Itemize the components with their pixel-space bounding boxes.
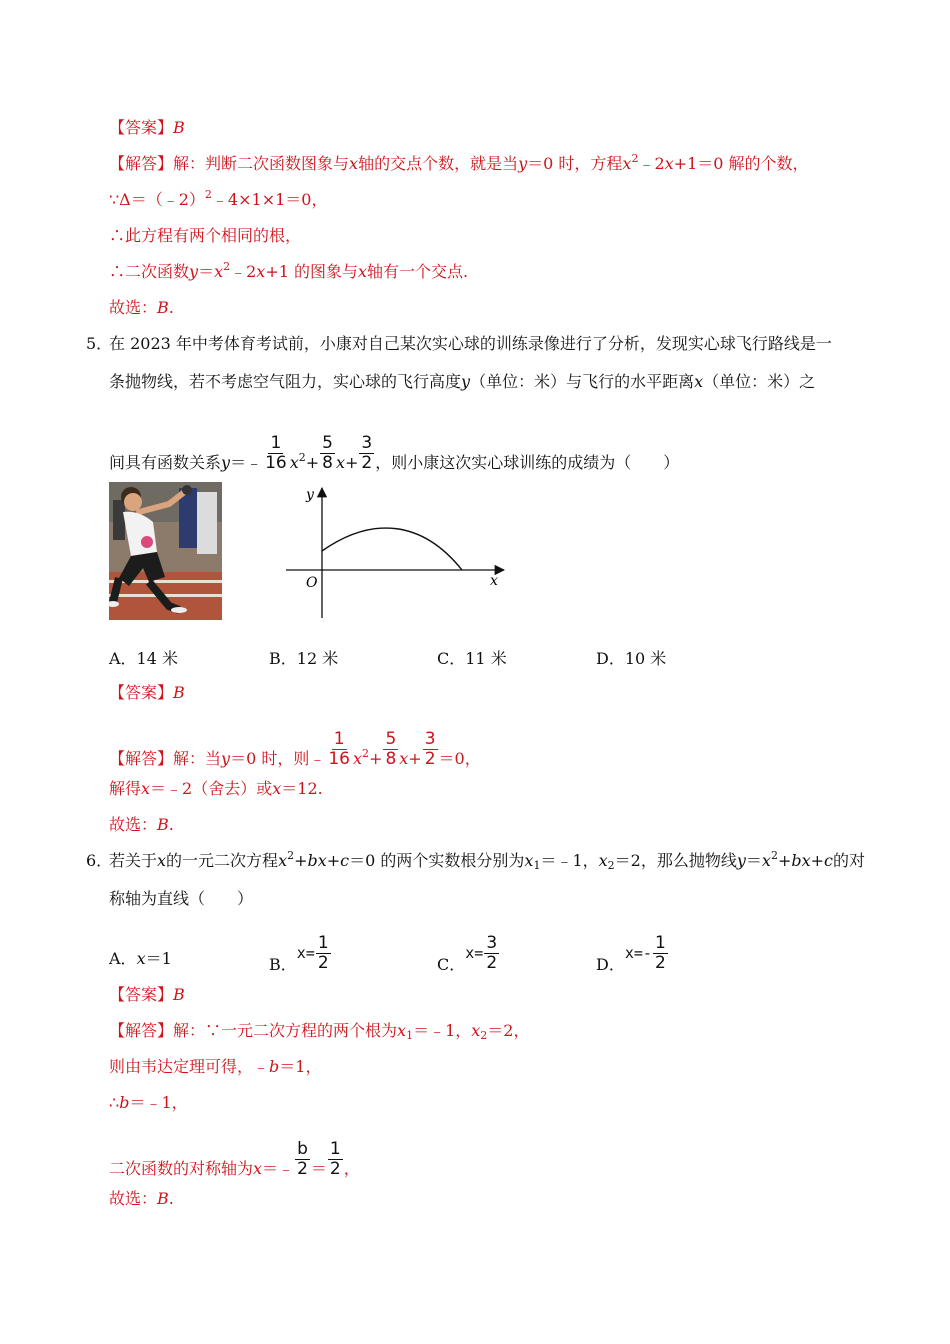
q6-option-c: C．x= $\frac{3}{2}$ [437, 933, 498, 974]
student-throwing-photo [109, 482, 222, 620]
question-6-line-1: 若关于x的一元二次方程$x^2+bx+c=0$ 的两个实数根分别为$x_1=﹣1$，$x_2=2$，那么抛物线$y=x^2+bx+c$的对 [109, 849, 866, 872]
graph-y-label: y [306, 487, 314, 503]
explanation-line-2-q5: 解得x＝﹣2（舍去）或x＝12. [109, 779, 323, 798]
answer-line-q4 [109, 117, 185, 139]
parabola-curve [322, 528, 462, 570]
fraction-3-2: $\frac{3}{2}$ [486, 933, 498, 973]
q6-option-a: A．x＝1 [109, 949, 172, 968]
q6-option-d: D．x=- $\frac{1}{2}$ [596, 933, 666, 974]
explanation-line-2-q6: 则由韦达定理可得，﹣b＝1， [109, 1057, 322, 1076]
fraction-5-8: $\frac{5}{8}$ [322, 433, 333, 473]
question-number-6: 6． [86, 851, 113, 870]
parabola-graph [282, 484, 508, 620]
question-number-5: 5． [86, 334, 113, 353]
fraction-3-2: $\frac{3}{2}$ [424, 729, 436, 769]
choose-line-q4: 故选：B. [109, 298, 174, 317]
explanation-line-3-q4: ∴此方程有两个相同的根， [109, 226, 302, 245]
answer-line-q5: 【答案】B [109, 683, 185, 702]
fraction-5-8: $\frac{5}{8}$ [385, 729, 397, 769]
choose-line-q5: 故选：B. [109, 815, 174, 834]
question-5-line-1: 在 2023 年中考体育考试前，小康对自己某次实心球的训练录像进行了分析，发现实心球飞行路线是一 [109, 334, 832, 353]
fraction-neg-1-2: $\frac{1}{2}$ [654, 933, 666, 973]
fraction-1-16: $\frac{1}{16}$ [328, 729, 350, 769]
explanation-line-1-q6: 【解答】解：∵一元二次方程的两个根为$x_1=﹣1$，$x_2=2$， [109, 1021, 530, 1042]
fraction-b-2: $\frac{b}{2}$ [297, 1139, 308, 1179]
q5-option-b: B．12 米 [269, 649, 339, 668]
question-5-line-3: 间具有函数关系y＝﹣ $\frac{1}{16}$ $x^2+$ $\frac{5}{8}$ x+ $\frac{3}{2}$ ，则小康这次实心球训练的成绩为（ ） [109, 433, 680, 473]
q5-option-d: D．10 米 [596, 649, 667, 668]
fraction-1-2: $\frac{1}{2}$ [317, 933, 329, 973]
q5-option-a: A．14 米 [109, 649, 179, 668]
q5-option-c: C．11 米 [437, 649, 507, 668]
fraction-1-16: $\frac{1}{16}$ [265, 433, 287, 473]
graph-x-label: x [490, 573, 498, 589]
answer-line-q6: 【答案】B [109, 985, 185, 1004]
explanation-line-1-q4: 【解答】解：判断二次函数图象与x轴的交点个数，就是当y＝0 时，方程$x^2﹣2x+1=0$ 解的个数， [109, 152, 809, 173]
graph-origin-label: O [306, 575, 318, 591]
fraction-3-2: $\frac{3}{2}$ [361, 433, 373, 473]
explanation-line-2-q4: ∵Δ＝（﹣2）$^2$﹣4×1×1＝0， [109, 188, 328, 209]
question-5-line-2: 条抛物线，若不考虑空气阻力，实心球的飞行高度y（单位：米）与飞行的水平距离x（单位：米）之 [109, 372, 816, 391]
explanation-line-3-q6: ∴b＝﹣1， [109, 1093, 188, 1112]
fraction-1-2: $\frac{1}{2}$ [329, 1139, 341, 1179]
answer-tag: 【答案】 [109, 118, 174, 137]
question-6-line-2: 称轴为直线（ ） [109, 889, 254, 908]
explanation-line-4-q4: ∴二次函数$y=x^2﹣2x+1$ 的图象与x轴有一个交点. [109, 260, 469, 281]
choose-line-q6: 故选：B. [109, 1189, 174, 1208]
q6-option-b: B．x= $\frac{1}{2}$ [269, 933, 329, 974]
explanation-line-4-q6: 二次函数的对称轴为x＝﹣ $\frac{b}{2}$ ＝ $\frac{1}{2}$ ， [109, 1139, 360, 1179]
explanation-line-1-q5: 【解答】解：当y＝0 时，则﹣ $\frac{1}{16}$ $x^2+$ $\frac{5}{8}$ x+ $\frac{3}{2}$ ＝0， [109, 729, 481, 769]
answer-value: B [173, 118, 185, 137]
